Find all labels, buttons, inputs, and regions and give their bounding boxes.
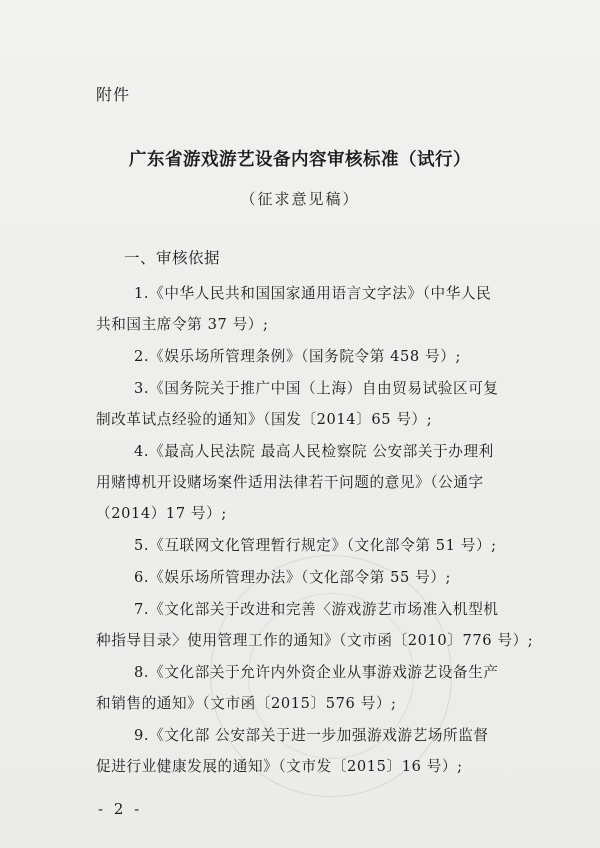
basis-item-4-line-2: 用赌博机开设赌场案件适用法律若干问题的意见》（公通字 — [96, 474, 484, 491]
basis-item-8-line-1: 8.《文化部关于允许内外资企业从事游戏游艺设备生产 — [134, 664, 499, 681]
basis-item-3-line-2: 制改革试点经验的通知》（国发〔2014〕65 号）; — [96, 411, 433, 428]
page-number: - 2 - — [98, 800, 143, 818]
basis-item-3-line-1: 3.《国务院关于推广中国（上海）自由贸易试验区可复 — [134, 380, 499, 397]
document-subtitle: （征求意见稿） — [240, 190, 360, 208]
basis-item-6-line-1: 6.《娱乐场所管理办法》（文化部令第 55 号）; — [134, 569, 452, 586]
document-title: 广东省游戏游艺设备内容审核标准（试行） — [129, 150, 471, 170]
basis-item-2-line-1: 2.《娱乐场所管理条例》（国务院令第 458 号）; — [134, 348, 461, 365]
basis-item-1-line-2: 共和国主席令第 37 号）; — [96, 316, 269, 333]
basis-item-4-line-1: 4.《最高人民法院 最高人民检察院 公安部关于办理利 — [134, 443, 494, 460]
basis-item-9-line-2: 促进行业健康发展的通知》（文市发〔2015〕16 号）; — [96, 758, 463, 775]
basis-item-4-line-3: （2014）17 号）; — [96, 505, 227, 522]
attachment-label: 附件 — [96, 85, 131, 104]
basis-item-9-line-1: 9.《文化部 公安部关于进一步加强游戏游艺场所监督 — [134, 727, 489, 744]
basis-item-8-line-2: 和销售的通知》（文市函〔2015〕576 号）; — [96, 695, 397, 712]
basis-item-5-line-1: 5.《互联网文化管理暂行规定》（文化部令第 51 号）; — [134, 537, 497, 554]
basis-item-7-line-2: 种指导目录〉使用管理工作的通知》（文市函〔2010〕776 号）; — [96, 632, 534, 649]
basis-item-1-line-1: 1.《中华人民共和国国家通用语言文字法》（中华人民 — [134, 285, 492, 302]
section-heading: 一、审核依据 — [124, 249, 221, 267]
basis-item-7-line-1: 7.《文化部关于改进和完善〈游戏游艺市场准入机型机 — [134, 601, 499, 618]
